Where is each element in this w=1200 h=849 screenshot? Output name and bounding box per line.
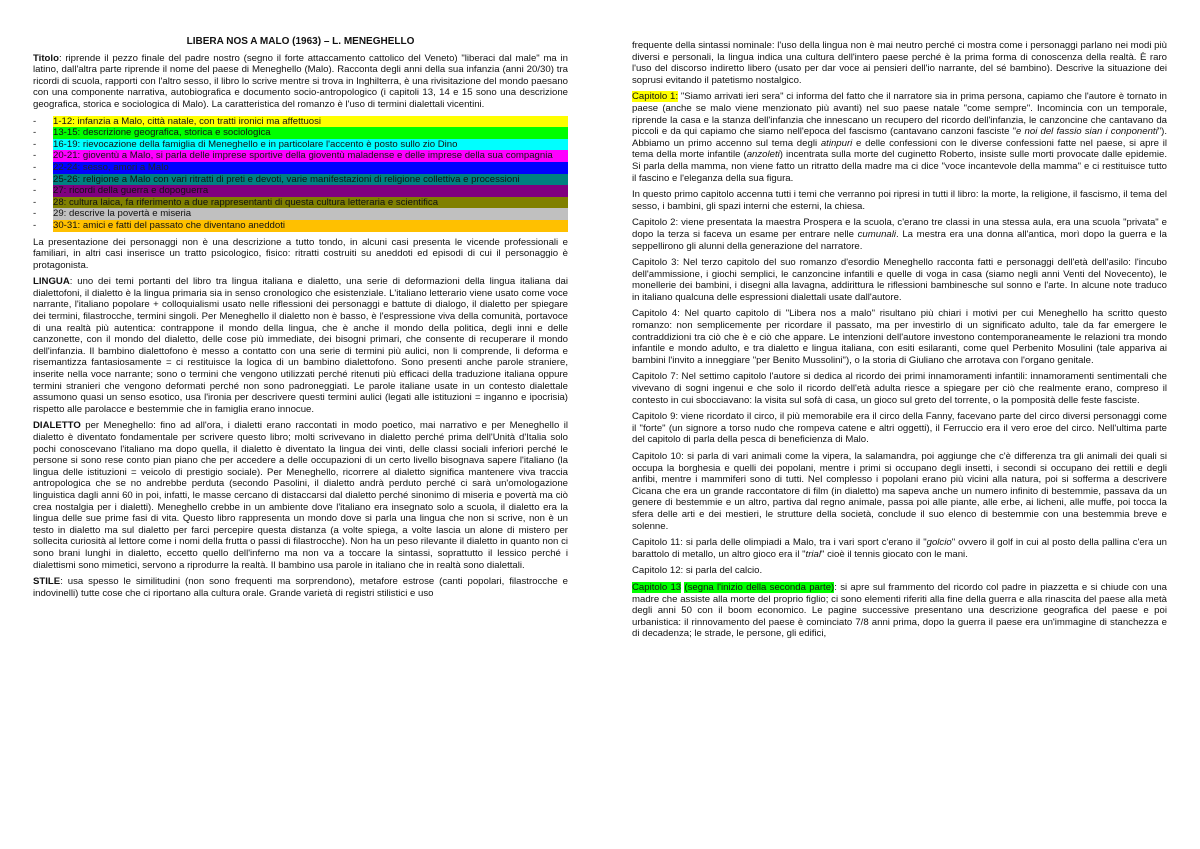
personaggi-paragraph: La presentazione dei personaggi non è una descrizione a tutto tondo, in alcuni casi presenta le vicende professionali e familiari, in altri casi inserisce un tratto psicologico, fisico: ritratti costruiti su aneddoti ed episodi di cui il personaggio è protagonista. [33, 236, 568, 271]
chapter-list [33, 116, 568, 232]
list-item-text: 29: descrive la povertà e miseria [53, 208, 568, 220]
list-dash: - [33, 208, 37, 220]
dialetto-text: per Meneghello: fino ad all'ora, i dialetti erano raccontati in modo poetico, mai narrativo e per Meneghello il dialetto è diventato fondamentale per scrivere questo libro; molti scrivevano in dialetto perché prima dell'Unità d'Italia solo pochi conoscevano l'italiano ma dopo quella, il dialetto è diventato la lingua dei vinti, delle classi sociali inferiori perché le persone si sono rese conto pian piano che per accedere a delle occupazioni di un certo livello bisognava sapere l'italiano (la lingua delle istituzioni = veicolo di prestigio sociale). Per Meneghello, ricorrere al dialetto significa mantenere viva traccia antropologica che se no andrebbe perduta (secondo Pasolini, il dialetto andrà perduto perché ci sarà un'omologazione linguistica dagli anni 60 in poi, infatti, le masse cercano di distaccarsi dal dialetto perché sinonimo di miseria e povertà ma ciò crea nostalgia per i dialetti). Meneghello crebbe in un ambiente dove l'italiano era insegnato solo a scuola, il dialetto era la lingua delle sue prime fasi di vita. Questo libro rappresenta un mondo dove si parla una lingua che non si scrive, non è un testo in dialetto ma sul dialetto per farci percepire questa distanza (a volte spiega, a volte lascia un alone di mistero per sollecita curiosità al lettore come i nomi della frutta o passi di filastrocche). Non ha un peso rilevante il dialetto in quanto non ci sono brani lunghi in dialetto, eccetto quello dell'inferno ma non va a toccare la sintassi, soprattutto il lessico perché i dialettismi sono mimetici, servono a riprodurre la realtà. Il bambino usa parole in italiano che in realtà sono dialettali. [33, 420, 568, 571]
capitolo-1-text: "Siamo arrivati ieri sera" ci informa del fatto che il narratore sia in prima persona, capiamo che l'autore è tornato in paese (anche se malo viene menzionato più avanti) nel suo paese natale "come sempre". Incomincia con un temporale, riprende la casa e la stanza dell'infanzia che innescano un recupero del ricordo dell'infanzia, le canzoncine che cantavano da piccoli e da qui capiamo che siamo nell'epoca del fascismo (cantavano canzoni fasciste " [632, 91, 1167, 138]
list-item-text: 30-31: amici e fatti del passato che diventano aneddoti [53, 220, 568, 232]
list-item-text: 13-15: descrizione geografica, storica e sociologica [53, 127, 568, 139]
capitolo-13-paragraph [632, 582, 1167, 640]
capitolo-1-term: anzoleti [746, 149, 780, 161]
stile-continuation: frequente della sintassi nominale: l'uso della lingua non è mai neutro perché ci mostra come i personaggi parlano nei modi più diversi e personali, la lingua indica una cultura dell'intero paese perché è la prima forma di conoscenza della realtà. È raro l'uso del discorso indiretto libero (usato per dar voce ai pensieri dell'io narrante, del sé bambino). Descrive la situazione dei soprusi evitando il patetismo nostalgico. [632, 40, 1167, 86]
titolo-label: Titolo [33, 52, 59, 64]
stile-label: STILE [33, 576, 61, 588]
list-item [33, 197, 568, 209]
list-item [33, 220, 568, 232]
stile-paragraph [33, 576, 568, 599]
lingua-label: LINGUA [33, 276, 70, 288]
capitolo-3-paragraph: Capitolo 3: Nel terzo capitolo del suo romanzo d'esordio Meneghello racconta fatti e personaggi dell'età dell'asilo: l'incubo dell'ammissione, i giochi semplici, le canzoncine infantili e quelle di voga in casa (siamo negli anni Venti del Novecento), le monellerie dei bambini, i disegni alla lavagna, addirittura le riflessioni bambinesche sul sonno e l'arte. In alcune note traduco in italiano qualcuna delle espressioni dialettali usate dall'autore. [632, 257, 1167, 303]
stile-text: : usa spesso le similitudini (non sono frequenti ma sorprendono), metafore estrose (canti popolari, filastrocche e indovinelli) tutte cose che ci riportano alla cultura orale. Grande varietà di registri stilistici e uso [33, 576, 568, 599]
capitolo-1-text: ) incentrata sulla morte del cuginetto Roberto, insiste sulle morti provocate dalle epidemie. Si parla della mamma, non viene fatto un ritratto della madre ma ci dice "voce incantevole della mamma" e ci restituisce tutto il fascino e l'eleganza della sua figura. [632, 149, 1167, 184]
capitolo-11-text: " ovvero il golf in cui al posto della pallina c'era un barattolo di metallo, un altro gioco era il " [632, 537, 1167, 560]
capitolo-4-paragraph: Capitolo 4: Nel quarto capitolo di "Libera nos a malo" risultano più chiari i motivi per cui Meneghello ha scritto questo romanzo: non semplicemente per ricordare il passato, ma per investirlo di un significato adulto, tale da far emergere le contraddizioni tra ciò che è e ciò che appare. Le intenzioni dell'autore investono contemporaneamente le relazioni tra mondo infantile e mondo adulto, e tra dialetto e lingua italiana, con esiti esilaranti, come quel Perbenito Mosulini (tale appariva ai bambini l'invito a inneggiare "per Benito Mussolini"), o la storia di Giuliano che arrotava con l'organo genitale. [632, 308, 1167, 366]
dialetto-paragraph [33, 420, 568, 571]
list-item [33, 174, 568, 186]
capitolo-13-note: (segna l'inizio della seconda parte) [684, 581, 835, 593]
capitolo-2-term: cumunali [857, 228, 897, 240]
capitolo-7-paragraph: Capitolo 7: Nel settimo capitolo l'autore si dedica al ricordo dei primi innamoramenti infantili: innamoramenti sentimentali che vivevano di sogni ingenui e che solo il ricordo dell'età adulta riesce a spiegare per ciò che realmente erano, compreso il contesto in cui sbocciavano: la visita sul sofà di casa, un gioco sul greto del torrente, o la pomposità delle feste fasciste. [632, 371, 1167, 406]
list-item [33, 162, 568, 174]
list-item [33, 150, 568, 162]
capitolo-11-term: golcio [926, 537, 952, 549]
lingua-text: : uno dei temi portanti del libro tra lingua italiana e dialetto, una serie di deformazioni della lingua italiana dai dialettofoni, il dialetto è la lingua primaria sia in senso cronologico che esistenziale. L'italiano letterario viene usato come voce narrante, l'italiano popolare + colloquialismi usato nelle riflessioni dei personaggi e battute di dialogo, il dialetto per spiegare dei termini, filastrocche, termini singoli. Per Meneghello il dialetto non è basso, è l'espressione viva della comunità, portavoce di una realtà più autentica: contrappone il mondo della lingua, che è anche il mondo della politica, degli inni e delle canzonette, con il mondo del dialetto, delle cose più immediate, dei bisogni primari, che consente di recuperare il mondo dell'infanzia. Il bambino dialettofono è messo a contatto con una serie di termini più aulici, non li comprende, li deforma e risemantizza fantasiosamente = ci restituisce la logica di un bambino dialettofono. Sono presenti anche parole straniere, inserite nella voce narrante; sono o termini che vengono utilizzati perché ritenuti più efficaci della traduzione italiana oppure termini stranieri che vengono deformati perché non sono padroneggiati. Le parole italiane usate in un contesto dialettale assumono quasi un senso esotico, usa l'ironia per descrivere questi termini aulici (legati alle istituzioni = inganno e ipocrisia) rispetto alle parolacce e bestemmie che in famiglia erano innocue. [33, 276, 568, 415]
titolo-paragraph [33, 53, 568, 111]
capitolo-13-text: : si apre sul frammento del ricordo col padre in piazzetta e si chiude con una madre che assiste alla morte del proprio figlio; ci sono elementi riferiti alla fine della guerra e alla rinascita del paese alla metà degli anni 50 con il boom economico. Le pagine successive presentano una descrizione geografica del paese e poi urbanistica: il rinnovamento del paese è cominciato 7/8 anni prima, dopo la guerra il paese era un'immagine di stanchezza e di decadenza; le strade, le persone, gli edifici, [632, 581, 1167, 640]
lingua-paragraph [33, 276, 568, 415]
capitolo-1-paragraph [632, 91, 1167, 184]
list-dash: - [33, 185, 37, 197]
capitolo-2-text: . La mestra era una donna all'antica, morì dopo la guerra e la seppellirono gli alunni della generazione del narratore. [632, 228, 1167, 252]
capitolo-11-text: Capitolo 11: si parla delle olimpiadi a Malo, tra i vari sport c'erano il " [632, 537, 927, 549]
list-dash: - [33, 173, 37, 185]
capitolo-11-paragraph [632, 537, 1167, 560]
titolo-text: : riprende il pezzo finale del padre nostro (segno il forte attaccamento cattolico del Veneto) "liberaci dal male" ma in latino, dall'altra parte riprende il nome del paese di Meneghello (Malo). Racconta degli anni della sua infanzia (anni 20/30) tra ricordi di scuola, rapporti con l'altro sesso, il libro lo scrive mentre si trova in Inghilterra, è una rivisitazione del mondo paesano con una componente narrativa, autobiografica e documento socio-antropologico (i capitoli 13, 14 e 15 sono una descrizione geografica, storica e sociologica di Malo). La caratteristica del romanzo è l'uso di termini dialettali vicentini. [33, 52, 568, 110]
list-item-text: 28: cultura laica, fa riferimento a due rappresentanti di questa cultura letteraria e scientifica [53, 197, 568, 209]
list-dash: - [33, 196, 37, 208]
list-dash: - [33, 219, 37, 231]
list-item-text: 20-21: gioventù a Malo, si parla delle imprese sportive della gioventù maladense e delle imprese della sua compagnia [53, 150, 568, 162]
capitolo-11-term: trial [805, 548, 821, 560]
list-item-text: 25-26: religione a Malo con vari ritratti di preti e devoti, varie manifestazioni di religione collettiva e processioni [53, 174, 568, 186]
capitolo-1-label: Capitolo 1: [632, 91, 679, 103]
document-title: LIBERA NOS A MALO (1963) – L. MENEGHELLO [186, 36, 415, 47]
list-item [33, 139, 568, 151]
capitolo-1-term: atinpuri [820, 137, 853, 149]
capitolo-11-text: " cioè il tennis giocato con le mani. [821, 548, 968, 560]
list-item-text: 16-19: rievocazione della famiglia di Meneghello e in particolare l'accento è posto sullo zio Dino [53, 139, 568, 151]
capitolo-9-paragraph: Capitolo 9: viene ricordato il circo, il più memorabile era il circo della Fanny, facevano parte del circo diversi personaggi come il "forte" (un signore a torso nudo che rompeva catene e altri oggetti), il Ferruccio era il vero eroe del circo. Nell'ultima parte del capitolo di parla della pesca di beneficienza di Malo. [632, 411, 1167, 446]
list-dash: - [33, 138, 37, 150]
list-item [33, 116, 568, 128]
capitolo-12-paragraph: Capitolo 12: si parla del calcio. [632, 565, 763, 577]
list-item [33, 208, 568, 220]
list-dash: - [33, 161, 37, 173]
list-dash: - [33, 150, 37, 162]
capitolo-2-text: Capitolo 2: viene presentata la maestra Prospera e la scuola, c'erano tre classi in una stessa aula, era una scuola "privata" e dopo la terza si faceva un esame per entrare nelle [632, 217, 1167, 240]
list-dash: - [33, 115, 37, 127]
capitolo-13-label: Capitolo 13 [632, 581, 682, 593]
capitolo-2-paragraph [632, 217, 1167, 252]
right-column [632, 40, 1167, 645]
capitolo-1-text: "). Abbiamo un primo accenno sul tema degli [632, 126, 1168, 149]
list-item-text: 1-12: infanzia a Malo, città natale, con tratti ironici ma affettuosi [53, 116, 568, 128]
list-item [33, 185, 568, 197]
dialetto-label: DIALETTO [33, 420, 81, 432]
primo-capitolo-paragraph: In questo primo capitolo accenna tutti i temi che verranno poi ripresi in tutti il libro: la morte, la religione, il fascismo, il tema del sesso, i bambini, gli spazi interni che esterni, la chiesa. [632, 189, 1167, 212]
left-column [33, 36, 568, 604]
capitolo-1-quote: e noi del fassio sian i conponenti [1016, 126, 1158, 138]
capitolo-10-paragraph: Capitolo 10: si parla di vari animali come la vipera, la salamandra, poi aggiunge che c'è differenza tra gli animali dei quali si occupa la borghesia e quelli dei popolani, mentre i primi si occupano degli insetti, i secondi si occupano dei rettili e degli anfibi, mentre i mammiferi sono di tutti. Nel complesso i popolani erano più vicini alla natura, poi si sofferma a descrivere Cicana che era un grande raccontatore di film (in dialetto) ma sapeva anche un numero infinito di bestemmie, passava da un genere di bestemmie e un altro, partiva dal regno animale, passa poi alle piante, alle erbe, ai licheni, alle muffe, poi tocca la sfera delle arti e dei mestieri, le strutture della società, conclude il suo elenco di bestemmie con una bestemmia breve e solenne. [632, 451, 1167, 532]
capitolo-1-text: e delle confessioni con le diverse confessioni fatte nel paese, si apre il tema della morte infantile ( [632, 137, 1168, 161]
list-dash: - [33, 127, 37, 139]
list-item-text: 22-24: sesso, amori a Malo [53, 162, 568, 174]
list-item-text: 27: ricordi della guerra e dopoguerra [53, 185, 568, 197]
list-item [33, 127, 568, 139]
